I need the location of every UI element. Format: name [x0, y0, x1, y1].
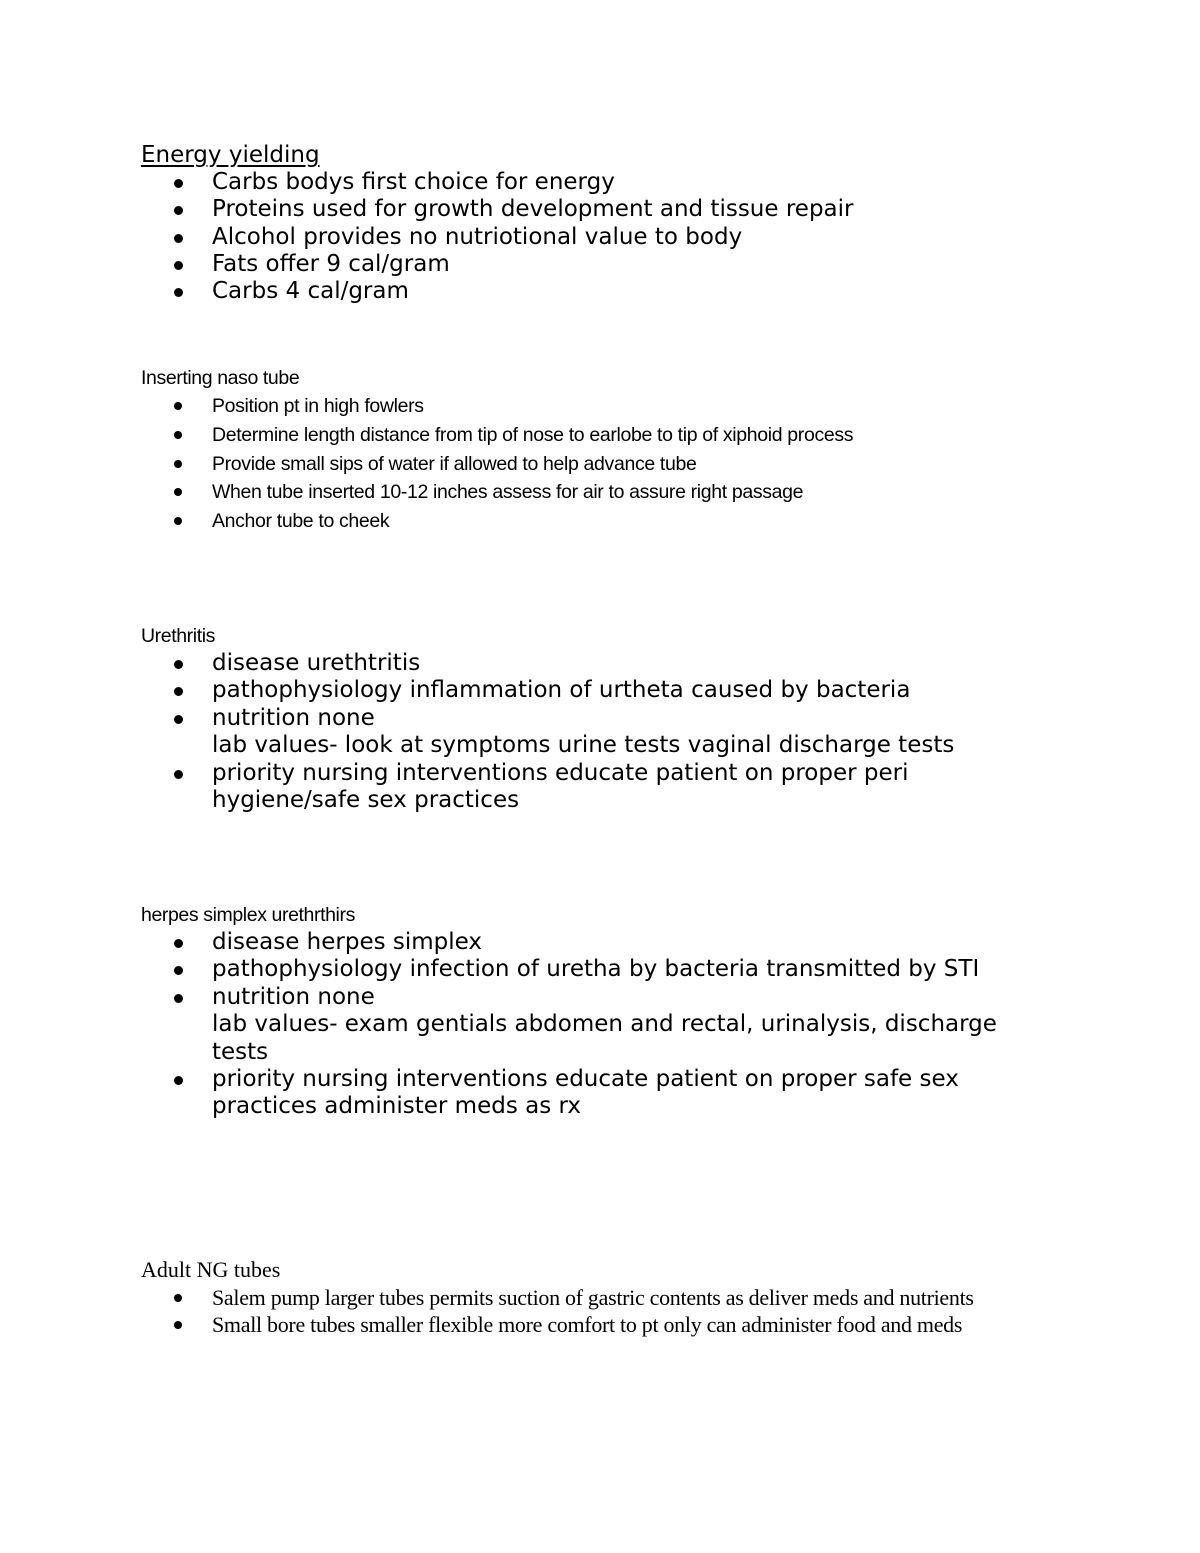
section-heading: Energy yielding — [141, 142, 320, 168]
bullet-list — [141, 392, 1141, 536]
bullet-list — [141, 929, 1141, 1121]
bullet-icon — [174, 1321, 182, 1329]
list-item — [141, 760, 1141, 815]
section-heading: Adult NG tubes — [141, 1257, 281, 1282]
list-item — [141, 1284, 1141, 1311]
section-adult-ng-tubes — [141, 1256, 1141, 1338]
list-item — [141, 450, 1141, 479]
section-heading: Urethritis — [141, 625, 216, 647]
list-item-text: lab values- exam gentials abdomen and rectal, urinalysis, discharge — [212, 1011, 997, 1038]
bullet-icon — [174, 939, 183, 948]
list-item — [141, 984, 1141, 1066]
list-item-text: practices administer meds as rx — [212, 1093, 581, 1120]
list-item-text: disease herpes simplex — [212, 929, 483, 955]
list-item-text: Provide small sips of water if allowed to help advance tube — [212, 452, 697, 475]
list-item — [141, 1311, 1141, 1338]
list-item-text: lab values- look at symptoms urine tests vaginal discharge tests — [212, 732, 955, 759]
bullet-icon — [174, 179, 183, 188]
list-item-text: priority nursing interventions educate patient on proper peri — [212, 759, 909, 786]
bullet-icon — [174, 431, 182, 439]
list-item-text: Salem pump larger tubes permits suction of gastric contents as deliver meds and nutrients — [212, 1285, 974, 1310]
bullet-icon — [174, 288, 183, 297]
list-item — [141, 677, 1141, 704]
list-item-text: hygiene/safe sex practices — [212, 787, 520, 814]
bullet-icon — [174, 966, 183, 975]
bullet-list — [141, 650, 1141, 814]
section-urethritis — [141, 622, 1141, 814]
list-item-text: Carbs bodys first choice for energy — [212, 169, 615, 195]
bullet-icon — [174, 660, 183, 669]
list-item-text: Alcohol provides no nutriotional value to body — [212, 223, 743, 250]
section-inserting-naso-tube — [141, 364, 1141, 536]
list-item — [141, 196, 1141, 223]
bullet-icon — [174, 234, 183, 243]
bullet-list — [141, 1284, 1141, 1338]
bullet-icon — [174, 770, 183, 779]
bullet-icon — [174, 261, 183, 270]
bullet-icon — [174, 488, 182, 496]
section-heading: Inserting naso tube — [141, 367, 300, 389]
section-heading: herpes simplex urethrthirs — [141, 904, 355, 926]
list-item-text: priority nursing interventions educate patient on proper safe sex — [212, 1066, 959, 1093]
list-item — [141, 929, 1141, 956]
list-item-text: Carbs 4 cal/gram — [212, 278, 409, 305]
list-item-text: Determine length distance from tip of nose to earlobe to tip of xiphoid process — [212, 423, 854, 446]
list-item-text: disease urethtritis — [212, 650, 421, 676]
list-item-text: Fats offer 9 cal/gram — [212, 250, 450, 277]
list-item — [141, 478, 1141, 507]
bullet-icon — [174, 460, 182, 468]
list-item — [141, 1066, 1141, 1121]
list-item — [141, 251, 1141, 278]
list-item — [141, 278, 1141, 305]
list-item-text: pathophysiology infection of uretha by bacteria transmitted by STI — [212, 956, 980, 983]
bullet-icon — [174, 994, 183, 1003]
bullet-icon — [174, 1294, 182, 1302]
list-item — [141, 421, 1141, 450]
bullet-icon — [174, 402, 182, 410]
list-item-text: Small bore tubes smaller flexible more comfort to pt only can administer food and meds — [212, 1312, 963, 1337]
list-item — [141, 392, 1141, 421]
list-item-text: When tube inserted 10-12 inches assess for air to assure right passage — [212, 481, 804, 504]
bullet-icon — [174, 715, 183, 724]
bullet-icon — [174, 1076, 183, 1085]
list-item-text: tests — [212, 1038, 269, 1065]
list-item — [141, 650, 1141, 677]
bullet-icon — [174, 517, 182, 525]
list-item — [141, 224, 1141, 251]
section-energy-yielding — [141, 141, 1141, 305]
list-item-text: pathophysiology inflammation of urtheta caused by bacteria — [212, 677, 911, 704]
list-item — [141, 169, 1141, 196]
list-item — [141, 507, 1141, 536]
list-item-text: Position pt in high fowlers — [212, 395, 424, 417]
list-item-text: Proteins used for growth development and tissue repair — [212, 196, 854, 223]
list-item — [141, 956, 1141, 983]
list-item-text: Anchor tube to cheek — [212, 510, 390, 533]
section-herpes-simplex — [141, 901, 1141, 1121]
bullet-list — [141, 169, 1141, 305]
list-item — [141, 705, 1141, 760]
bullet-icon — [174, 206, 183, 215]
bullet-icon — [174, 687, 183, 696]
list-item-text: nutrition none — [212, 704, 375, 731]
list-item-text: nutrition none — [212, 983, 375, 1010]
